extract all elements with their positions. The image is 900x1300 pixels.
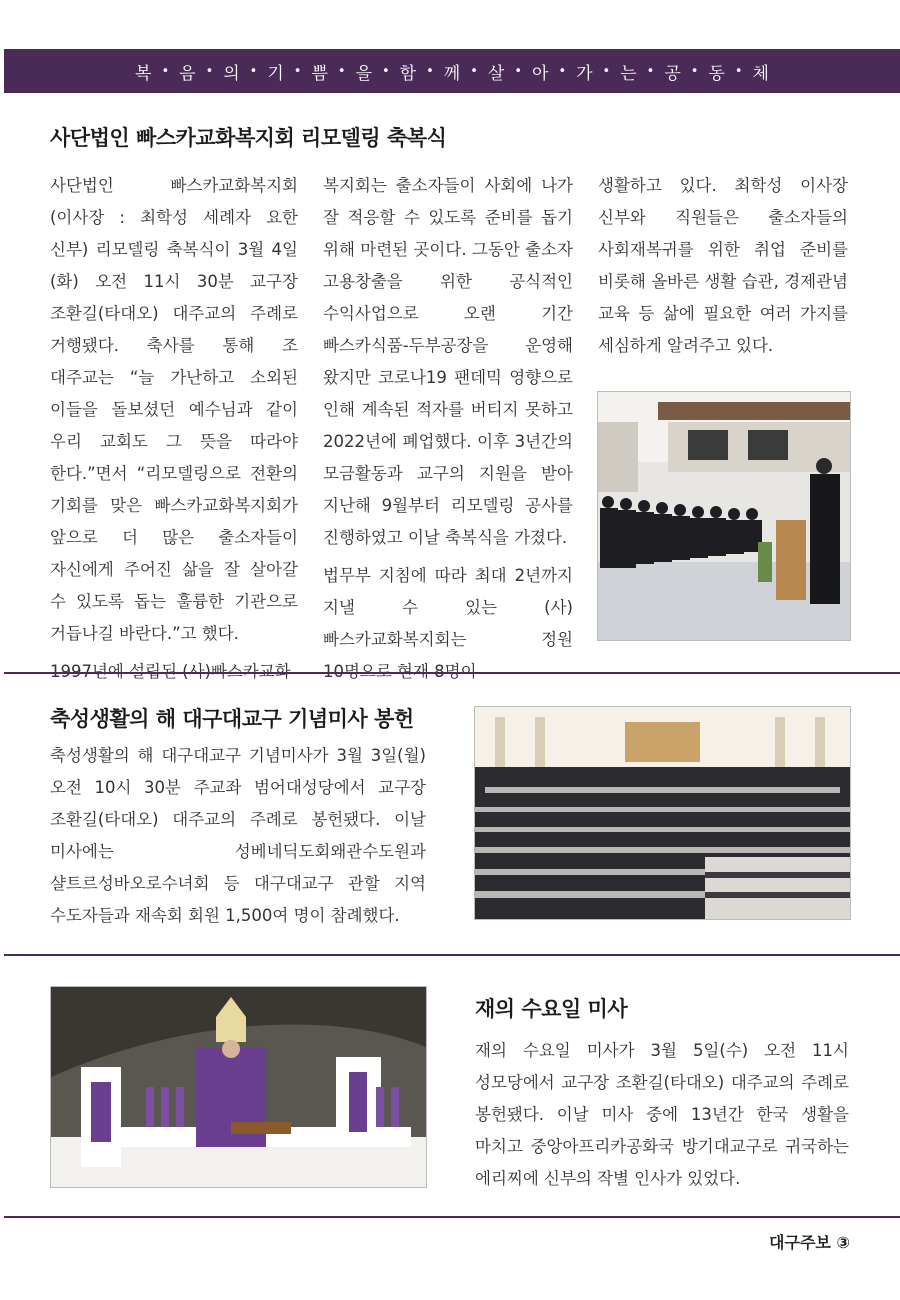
ash-wednesday-photo <box>50 986 427 1188</box>
banner-char: 아 <box>532 63 549 84</box>
article1-paragraph: 생활하고 있다. 최학성 이사장 신부와 직원들은 출소자들의 사회재복귀를 위한 취업 준비를 비롯해 올바른 생활 습관, 경제관념 교육 등 삶에 필요한 여러 가지를 세심하게 알려주고 있다. <box>598 176 848 355</box>
section-divider <box>4 954 900 956</box>
article1-paragraph: 복지회는 출소자들이 사회에 나가 잘 적응할 수 있도록 준비를 돕기 위해 마련된 곳이다. 그동안 출소자 고용창출을 위한 공식적인 수익사업으로 오랜 기간 빠스카식품-두부공장을 운영해 왔지만 코로나19 팬데믹 영향으로 인해 계속된 적자를 버티지 못하고 2022년에 폐업했다. 이후 3년간의 모금활동과 교구의 지원을 받아 지난해 9월부터 리모델링 공사를 진행하였고 이날 축복식을 가졌다. <box>323 176 573 547</box>
banner-separator: • <box>690 63 699 79</box>
banner-separator: • <box>602 63 611 79</box>
banner-char: 음 <box>179 63 196 84</box>
article2-paragraph: 축성생활의 해 대구대교구 기념미사가 3월 3일(월) 오전 10시 30분 주교좌 범어대성당에서 교구장 조환길(타대오) 대주교의 주례로 봉헌됐다. 이날 미사에는 성베네딕도회왜관수도원과 샬트르성바오로수녀회 등 대구대교구 관할 지역 수도자들과 재속회 회원 1,500여 명이 참례했다. <box>50 746 426 925</box>
section-divider <box>4 672 900 674</box>
cathedral-mass-photo <box>474 706 851 920</box>
banner-char: 체 <box>752 63 769 84</box>
banner-char: 쁨 <box>311 63 328 84</box>
article1-title: 사단법인 빠스카교화복지회 리모델링 축복식 <box>50 126 447 150</box>
banner-char: 기 <box>267 63 284 84</box>
banner-char: 을 <box>355 63 372 84</box>
banner-separator: • <box>470 63 478 79</box>
banner-separator: • <box>514 63 522 79</box>
article3-paragraph: 재의 수요일 미사가 3월 5일(수) 오전 11시 성모당에서 교구장 조환길(타대오) 대주교의 주례로 봉헌됐다. 이날 미사 중에 13년간 한국 생활을 마치고 중앙아프리카공화국 방기대교구로 귀국하는 에리찌에 신부의 작별 인사가 있었다. <box>475 1041 849 1188</box>
blessing-ceremony-photo <box>597 391 851 641</box>
article1-column-2 <box>323 170 573 694</box>
article1-paragraph: 법무부 지침에 따라 최대 2년까지 지낼 수 있는 (사)빠스카교화복지회는 정원 <box>323 566 573 649</box>
banner-motto <box>4 49 900 93</box>
article2-title: 축성생활의 해 대구대교구 기념미사 봉헌 <box>50 707 414 731</box>
banner-separator: • <box>205 63 214 79</box>
article1-column-3 <box>598 170 848 368</box>
banner-char: 복 <box>135 63 152 84</box>
article3-title: 재의 수요일 미사 <box>475 997 628 1021</box>
banner-separator: • <box>337 63 346 79</box>
banner-separator: • <box>734 63 743 79</box>
article3-body <box>475 1035 849 1201</box>
article1-column-1 <box>50 170 298 694</box>
banner-char: 함 <box>399 63 417 84</box>
banner-separator: • <box>646 63 655 79</box>
banner-char: 의 <box>223 63 240 84</box>
banner-char: 가 <box>576 63 593 84</box>
section-divider <box>4 1216 900 1218</box>
banner-separator: • <box>249 63 258 79</box>
article2-body <box>50 740 426 938</box>
banner-char: 공 <box>664 63 681 84</box>
banner-char: 살 <box>487 63 505 84</box>
banner-char: 동 <box>708 63 725 84</box>
header-banner <box>4 49 900 93</box>
banner-char: 는 <box>620 63 637 84</box>
page-footer: 대구주보 ③ <box>769 1233 850 1252</box>
banner-separator: • <box>558 63 567 79</box>
banner-char: 께 <box>443 63 461 84</box>
banner-separator: • <box>382 63 390 79</box>
article1-paragraph: 사단법인 빠스카교화복지회(이사장 : 최학성 세례자 요한 신부) 리모델링 축복식이 3월 4일(화) 오전 11시 30분 교구장 조환길(타대오) 대주교의 주례로 거행됐다. 축사를 통해 조 대주교는 “늘 가난하고 소외된 이들을 돌보셨던 예수님과 같이 우리 교회도 그 뜻을 따라야 한다.”면서 “리모델링으로 전환의 기회를 맞은 빠스카교화복지회가 앞으로 더 많은 출소자들이 자신에게 주어진 삶을 잘 살아갈 수 있도록 돕는 훌륭한 기관으로 거듭나길 바란다.”고 했다. <box>50 176 298 643</box>
banner-separator: • <box>293 63 302 79</box>
banner-separator: • <box>161 63 170 79</box>
banner-separator: • <box>426 63 434 79</box>
